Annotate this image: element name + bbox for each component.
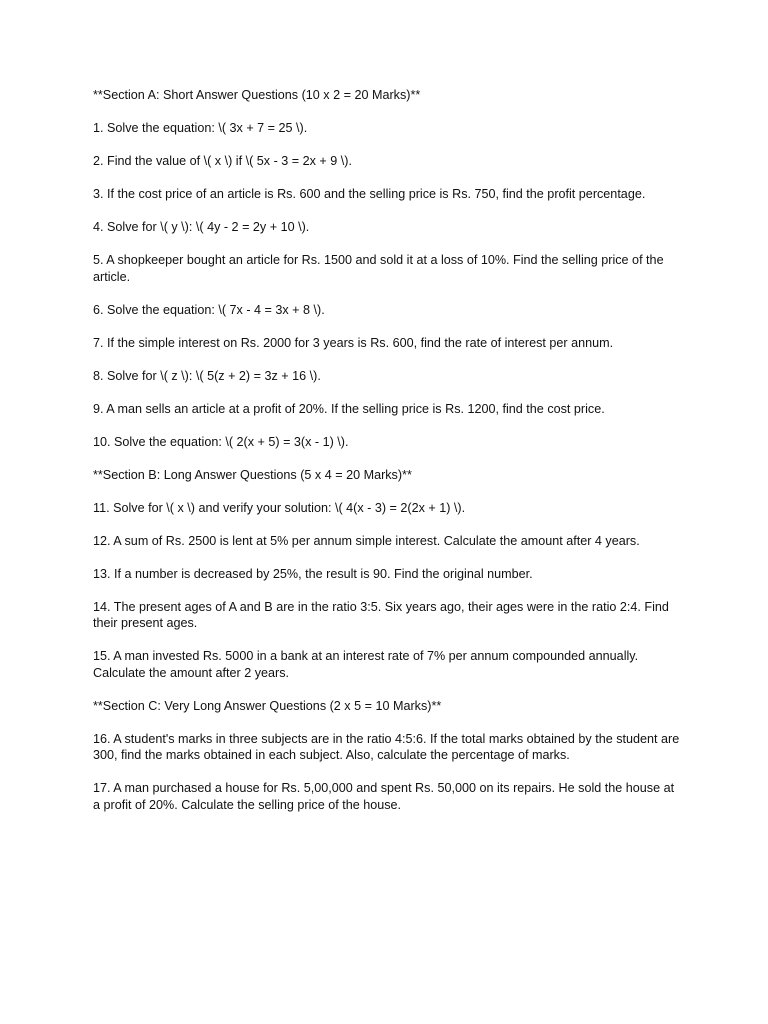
question-14: 14. The present ages of A and B are in the ratio 3:5. Six years ago, their ages were in the ratio 2:4. Find their present ages. (93, 599, 669, 630)
question-9: 9. A man sells an article at a profit of 20%. If the selling price is Rs. 1200, find the cost price. (93, 401, 605, 416)
question-3: 3. If the cost price of an article is Rs. 600 and the selling price is Rs. 750, find the profit percentage. (93, 187, 646, 201)
section-a-heading: **Section A: Short Answer Questions (10 x 2 = 20 Marks)** (93, 88, 421, 102)
section-b-heading: **Section B: Long Answer Questions (5 x 4 = 20 Marks)** (93, 467, 412, 482)
question-10: 10. Solve the equation: \( 2(x + 5) = 3(x - 1) \). (93, 434, 349, 449)
question-17: 17. A man purchased a house for Rs. 5,00,000 and spent Rs. 50,000 on its repairs. He sold the house at a profit of 20%. Calculate the selling price of the house. (93, 781, 675, 812)
question-5: 5. A shopkeeper bought an article for Rs. 1500 and sold it at a loss of 10%. Find the selling price of the article. (93, 253, 664, 284)
question-1: 1. Solve the equation: \( 3x + 7 = 25 \). (93, 121, 308, 135)
question-2: 2. Find the value of \( x \) if \( 5x - 3 = 2x + 9 \). (93, 154, 352, 168)
question-7: 7. If the simple interest on Rs. 2000 for 3 years is Rs. 600, find the rate of interest per annum. (93, 335, 614, 350)
section-c-heading: **Section C: Very Long Answer Questions (2 x 5 = 10 Marks)** (93, 698, 442, 713)
question-13: 13. If a number is decreased by 25%, the result is 90. Find the original number. (93, 566, 533, 581)
question-11: 11. Solve for \( x \) and verify your solution: \( 4(x - 3) = 2(2x + 1) \). (93, 500, 466, 515)
question-4: 4. Solve for \( y \): \( 4y - 2 = 2y + 10 \). (93, 220, 310, 234)
document-body (93, 87, 683, 813)
question-8: 8. Solve for \( z \): \( 5(z + 2) = 3z + 16 \). (93, 368, 321, 383)
question-16: 16. A student's marks in three subjects are in the ratio 4:5:6. If the total marks obtained by the student are 300, find the marks obtained in each subject. Also, calculate the percentage of marks. (93, 731, 680, 762)
question-12: 12. A sum of Rs. 2500 is lent at 5% per annum simple interest. Calculate the amount after 4 years. (93, 533, 640, 548)
question-6: 6. Solve the equation: \( 7x - 4 = 3x + 8 \). (93, 302, 325, 317)
question-15: 15. A man invested Rs. 5000 in a bank at an interest rate of 7% per annum compounded annually. Calculate the amount after 2 years. (93, 649, 639, 680)
